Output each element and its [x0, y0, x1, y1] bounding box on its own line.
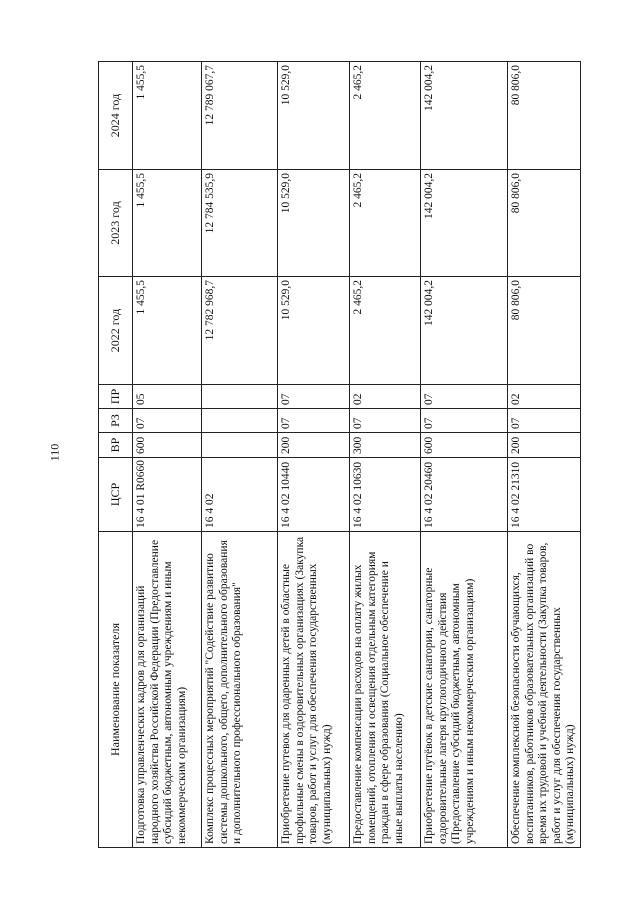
cell-vr: 200	[508, 433, 581, 458]
cell-pr: 05	[133, 385, 202, 409]
cell-vr: 600	[421, 433, 508, 458]
cell-csr: 16 4 02 20460	[421, 458, 508, 532]
cell-2022: 12 782 968,7	[202, 277, 278, 385]
cell-name: Предоставление компенсации расходов на оплату жилых помещений, отопления и освещения отдельным категориям граждан в сфере образования (Социальное обеспечение и иные выплаты населению)	[350, 532, 421, 848]
cell-name: Подготовка управленческих кадров для организаций народного хозяйства Российской Федерации (Предоставление субсидий бюджетным, автономным учреждениям и иным некоммерческим организациям)	[133, 532, 202, 848]
cell-pr: 02	[350, 385, 421, 409]
cell-2022: 80 806,0	[508, 277, 581, 385]
cell-pr: 07	[278, 385, 350, 409]
cell-2023: 10 529,0	[278, 170, 350, 277]
cell-name: Приобретение путёвок в детские санатории, санаторные оздоровительные лагеря круглогодичного действия (Предоставление субсидий бюджетным, автономным учреждениям и иным некоммерческим организациям)	[421, 532, 508, 848]
cell-2023: 142 004,2	[421, 170, 508, 277]
table-row	[508, 62, 581, 848]
table-row	[202, 62, 278, 848]
cell-name: Обеспечение комплексной безопасности обучающихся, воспитанников, работников образовательных организаций во время их трудовой и учебной деятельности (Закупка товаров, работ и услуг для обеспечения государственных (муниципальных) нужд)	[508, 532, 581, 848]
rotated-table-container	[98, 62, 577, 848]
cell-csr: 16 4 02 21310	[508, 458, 581, 532]
cell-rz: 07	[508, 409, 581, 433]
table-header-row	[99, 62, 133, 848]
cell-vr: 200	[278, 433, 350, 458]
cell-2023: 1 455,5	[133, 170, 202, 277]
header-rz: РЗ	[99, 409, 133, 433]
cell-2024: 2 465,2	[350, 62, 421, 170]
cell-2023: 2 465,2	[350, 170, 421, 277]
cell-rz: 07	[133, 409, 202, 433]
table-row	[278, 62, 350, 848]
cell-rz: 07	[421, 409, 508, 433]
cell-vr	[202, 433, 278, 458]
cell-2022: 2 465,2	[350, 277, 421, 385]
cell-vr: 300	[350, 433, 421, 458]
header-csr: ЦСР	[99, 458, 133, 532]
header-2023: 2023 год	[99, 170, 133, 277]
header-vr: ВР	[99, 433, 133, 458]
table-row	[421, 62, 508, 848]
cell-rz: 07	[278, 409, 350, 433]
table-frame	[98, 62, 577, 848]
cell-name: Приобретение путевок для одаренных детей в областные профильные смены в оздоровительных организациях (Закупка товаров, работ и услуг для обеспечения государственных (муниципальных) нужд)	[278, 532, 350, 848]
page-number	[47, 440, 63, 464]
cell-csr: 16 4 02 10440	[278, 458, 350, 532]
cell-2022: 142 004,2	[421, 277, 508, 385]
cell-2022: 10 529,0	[278, 277, 350, 385]
header-name: Наименование показателя	[99, 532, 133, 848]
cell-2024: 12 789 067,7	[202, 62, 278, 170]
cell-rz	[202, 409, 278, 433]
cell-2024: 80 806,0	[508, 62, 581, 170]
cell-vr: 600	[133, 433, 202, 458]
table-row	[350, 62, 421, 848]
cell-rz: 07	[350, 409, 421, 433]
cell-2023: 12 784 535,9	[202, 170, 278, 277]
cell-csr: 16 4 02	[202, 458, 278, 532]
header-2022: 2022 год	[99, 277, 133, 385]
cell-csr: 16 4 02 10630	[350, 458, 421, 532]
cell-pr	[202, 385, 278, 409]
cell-2024: 10 529,0	[278, 62, 350, 170]
cell-name: Комплекс процессных мероприятий "Содействие развитию системы дошкольного, общего, дополнительного образования и дополнительного профессионального образования"	[202, 532, 278, 848]
cell-2022: 1 455,5	[133, 277, 202, 385]
cell-pr: 02	[508, 385, 581, 409]
page-number-text: 110	[47, 443, 62, 461]
header-2024: 2024 год	[99, 62, 133, 170]
cell-2024: 142 004,2	[421, 62, 508, 170]
cell-2024: 1 455,5	[133, 62, 202, 170]
cell-csr: 16 4 01 R0660	[133, 458, 202, 532]
cell-pr: 07	[421, 385, 508, 409]
budget-table	[98, 61, 581, 848]
cell-2023: 80 806,0	[508, 170, 581, 277]
table-row	[133, 62, 202, 848]
header-pr: ПР	[99, 385, 133, 409]
